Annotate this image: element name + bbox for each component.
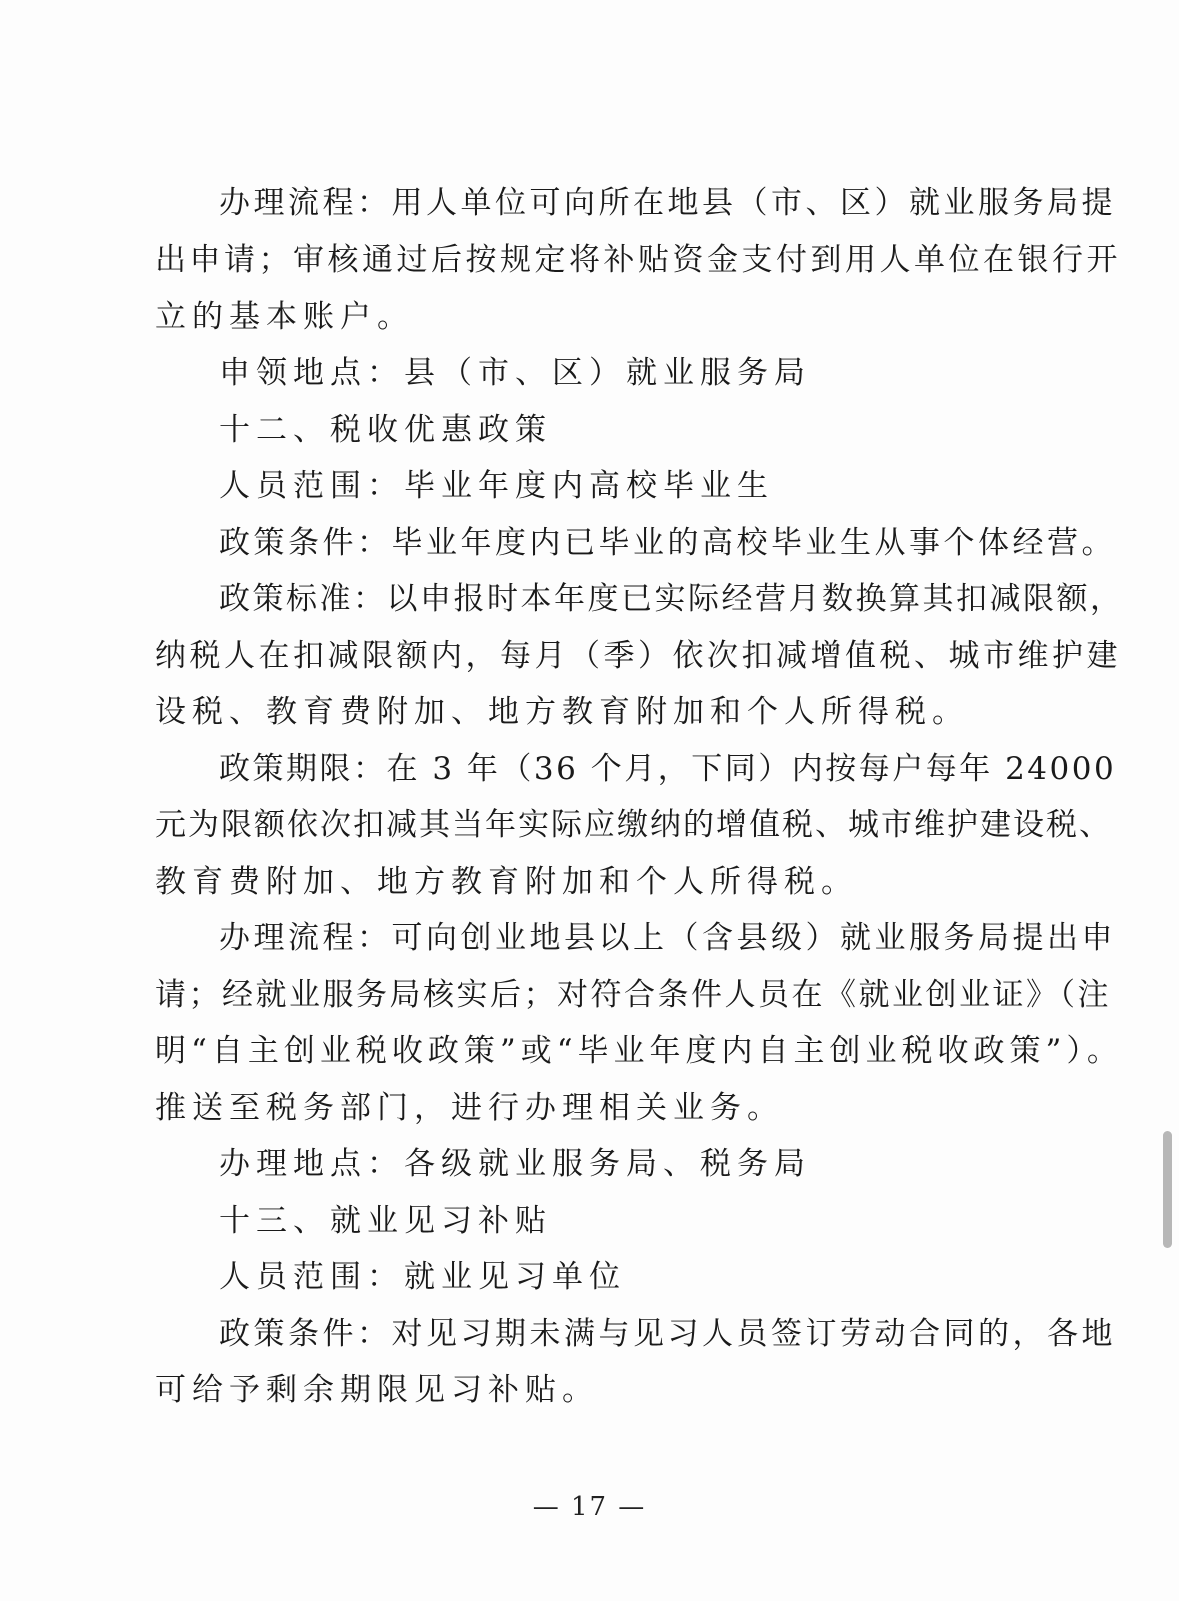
text-line: 政策期限：在 3 年（36 个月，下同）内按每户每年 24000 bbox=[219, 751, 1117, 787]
text-line: 办理流程：可向创业地县以上（含县级）就业服务局提出申 bbox=[219, 920, 1116, 956]
text-line: 请；经就业服务局核实后；对符合条件人员在《就业创业证》（注 bbox=[155, 977, 1111, 1013]
text-line: 政策条件：毕业年度内已毕业的高校毕业生从事个体经营。 bbox=[219, 525, 1116, 561]
text-line: 元为限额依次扣减其当年实际应缴纳的增值税、城市维护建设税、 bbox=[155, 807, 1112, 843]
text-line: 出申请；审核通过后按规定将补贴资金支付到用人单位在银行开 bbox=[155, 242, 1121, 278]
scrollbar-thumb[interactable] bbox=[1163, 1131, 1172, 1248]
text-line: 明“自主创业税收政策”或“毕业年度内自主创业税收政策”）。 bbox=[155, 1033, 1123, 1069]
text-line: 人员范围：毕业年度内高校毕业生 bbox=[219, 468, 774, 504]
text-line: 人员范围：就业见习单位 bbox=[219, 1259, 626, 1295]
text-line: 可给予剩余期限见习补贴。 bbox=[155, 1372, 599, 1408]
text-line: 纳税人在扣减限额内，每月（季）依次扣减增值税、城市维护建 bbox=[155, 638, 1121, 674]
text-line: 申领地点：县（市、区）就业服务局 bbox=[219, 355, 811, 391]
page-number: — 17 — bbox=[532, 1492, 647, 1522]
text-line: 推送至税务部门，进行办理相关业务。 bbox=[155, 1090, 784, 1126]
text-line: 设税、教育费附加、地方教育附加和个人所得税。 bbox=[155, 694, 969, 730]
text-line: 教育费附加、地方教育附加和个人所得税。 bbox=[155, 864, 858, 900]
text-line: 政策条件：对见习期未满与见习人员签订劳动合同的，各地 bbox=[219, 1316, 1116, 1352]
text-line: 办理地点：各级就业服务局、税务局 bbox=[219, 1146, 811, 1182]
text-line: 政策标准：以申报时本年度已实际经营月数换算其扣减限额， bbox=[219, 581, 1124, 617]
section-heading: 十三、就业见习补贴 bbox=[219, 1203, 552, 1239]
text-line: 立的基本账户。 bbox=[155, 299, 414, 335]
section-heading: 十二、税收优惠政策 bbox=[219, 412, 552, 448]
text-line: 办理流程：用人单位可向所在地县（市、区）就业服务局提 bbox=[219, 185, 1116, 221]
